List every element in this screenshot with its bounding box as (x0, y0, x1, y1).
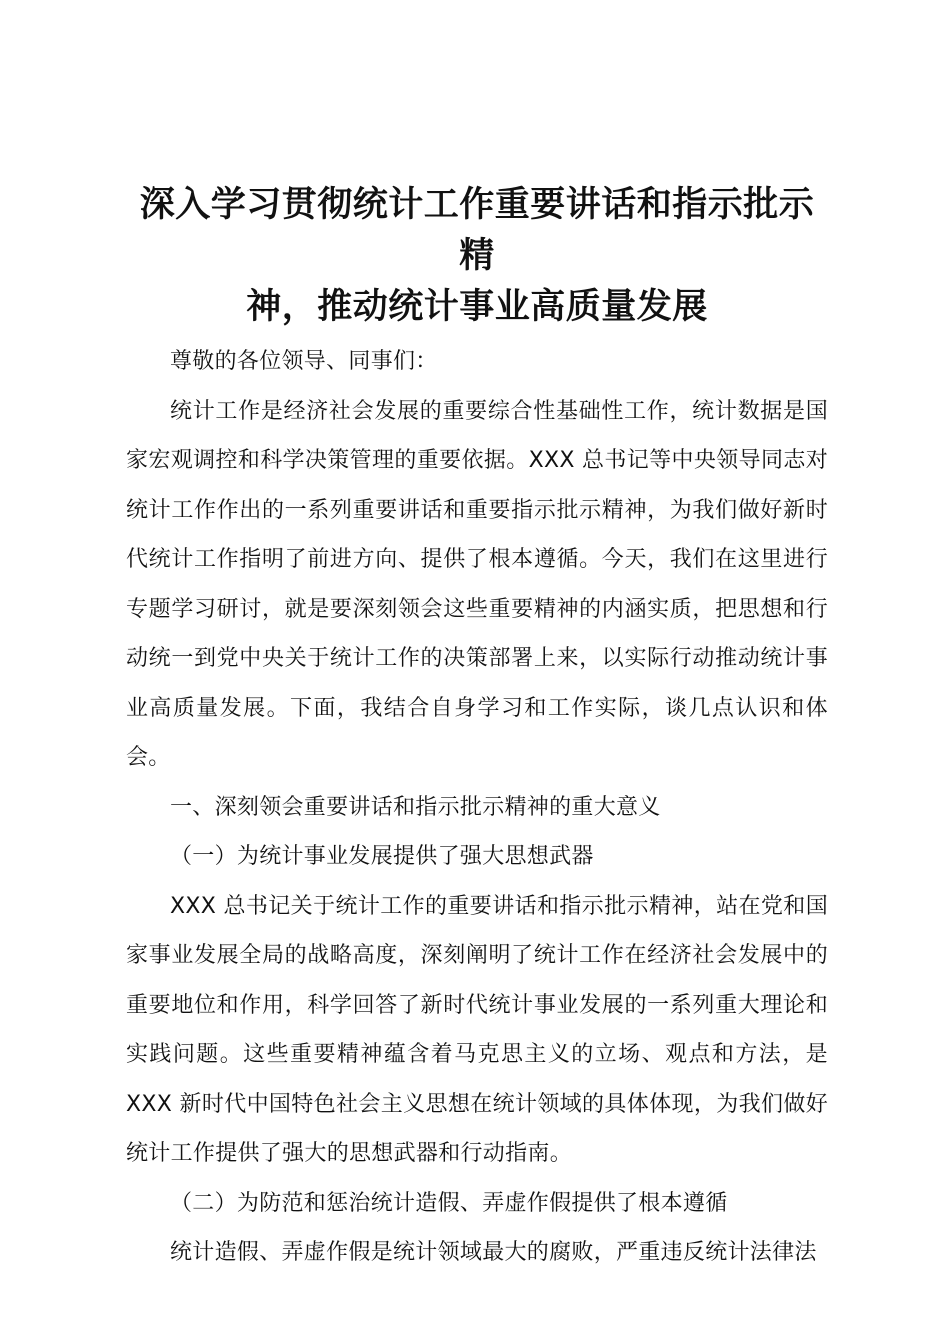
salutation: 尊敬的各位领导、同事们： (170, 349, 438, 374)
subsection-heading-1: （一）为统计事业发展提供了强大思想武器 (170, 844, 594, 869)
paragraph-intro: 统计工作是经济社会发展的重要综合性基础性工作，统计数据是国家宏观调控和科学决策管理的重要依据。XXX 总书记等中央领导同志对统计工作作出的一系列重要讲话和重要指示批示精神，为我们做好新时代统计工作指明了前进方向、提供了根本遵循。今天，我们在这里进行专题学习研讨，就是要深刻领会这些重要精神的内涵实质，把思想和行动统一到党中央关于统计工作的决策部署上来，以实际行动推动统计事业高质量发展。下面，我结合自身学习和工作实际，谈几点认识和体会。 (126, 398, 828, 770)
paragraph-subsection-1: XXX 总书记关于统计工作的重要讲话和指示批示精神，站在党和国家事业发展全局的战略高度，深刻阐明了统计工作在经济社会发展中的重要地位和作用，科学回答了新时代统计事业发展的一系列重大理论和实践问题。这些重要精神蕴含着马克思主义的立场、观点和方法，是XXX 新时代中国特色社会主义思想在统计领域的具体体现，为我们做好统计工作提供了强大的思想武器和行动指南。 (126, 893, 828, 1166)
subsection-heading-2: （二）为防范和惩治统计造假、弄虚作假提供了根本遵循 (170, 1190, 728, 1216)
document-body (126, 337, 828, 1278)
section-heading-1: 一、深刻领会重要讲话和指示批示精神的重大意义 (170, 794, 661, 820)
title-line-1: 深入学习贯彻统计工作重要讲话和指示批示精 (139, 185, 815, 276)
paragraph-subsection-2: 统计造假、弄虚作假是统计领域最大的腐败，严重违反统计法律法 (170, 1240, 817, 1265)
title-line-2: 神，推动统计事业高质量发展 (246, 287, 708, 327)
document-title (126, 180, 828, 333)
